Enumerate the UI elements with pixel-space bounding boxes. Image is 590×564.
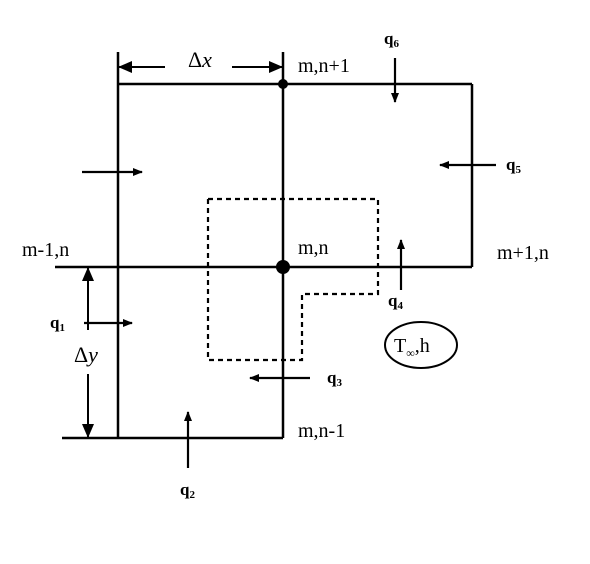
convection-label: $T_\infty,h$ (394, 335, 430, 360)
dimension-dx (118, 47, 283, 73)
node-center-dot (276, 260, 290, 274)
q6-label: q6 (384, 29, 399, 50)
dimension-dy (74, 267, 98, 438)
q3-label: q3 (327, 368, 342, 389)
dy-label: Δy (74, 342, 98, 367)
body-outline (55, 52, 472, 438)
node-label-top: m,n+1 (298, 55, 350, 77)
node-label-bottom: m,n-1 (298, 420, 346, 442)
q5-label: q5 (506, 155, 521, 176)
q4-label: q4 (388, 291, 403, 312)
node-label-center: m,n (298, 237, 329, 259)
q2-label: q2 (180, 480, 195, 501)
dx-label: Δx (188, 47, 212, 72)
control-volume-dashed (208, 199, 378, 360)
node-top-dot (278, 79, 288, 89)
node-label-right: m+1,n (497, 242, 549, 264)
q1-label: q1 (50, 313, 65, 334)
node-label-left: m-1,n (22, 239, 70, 261)
